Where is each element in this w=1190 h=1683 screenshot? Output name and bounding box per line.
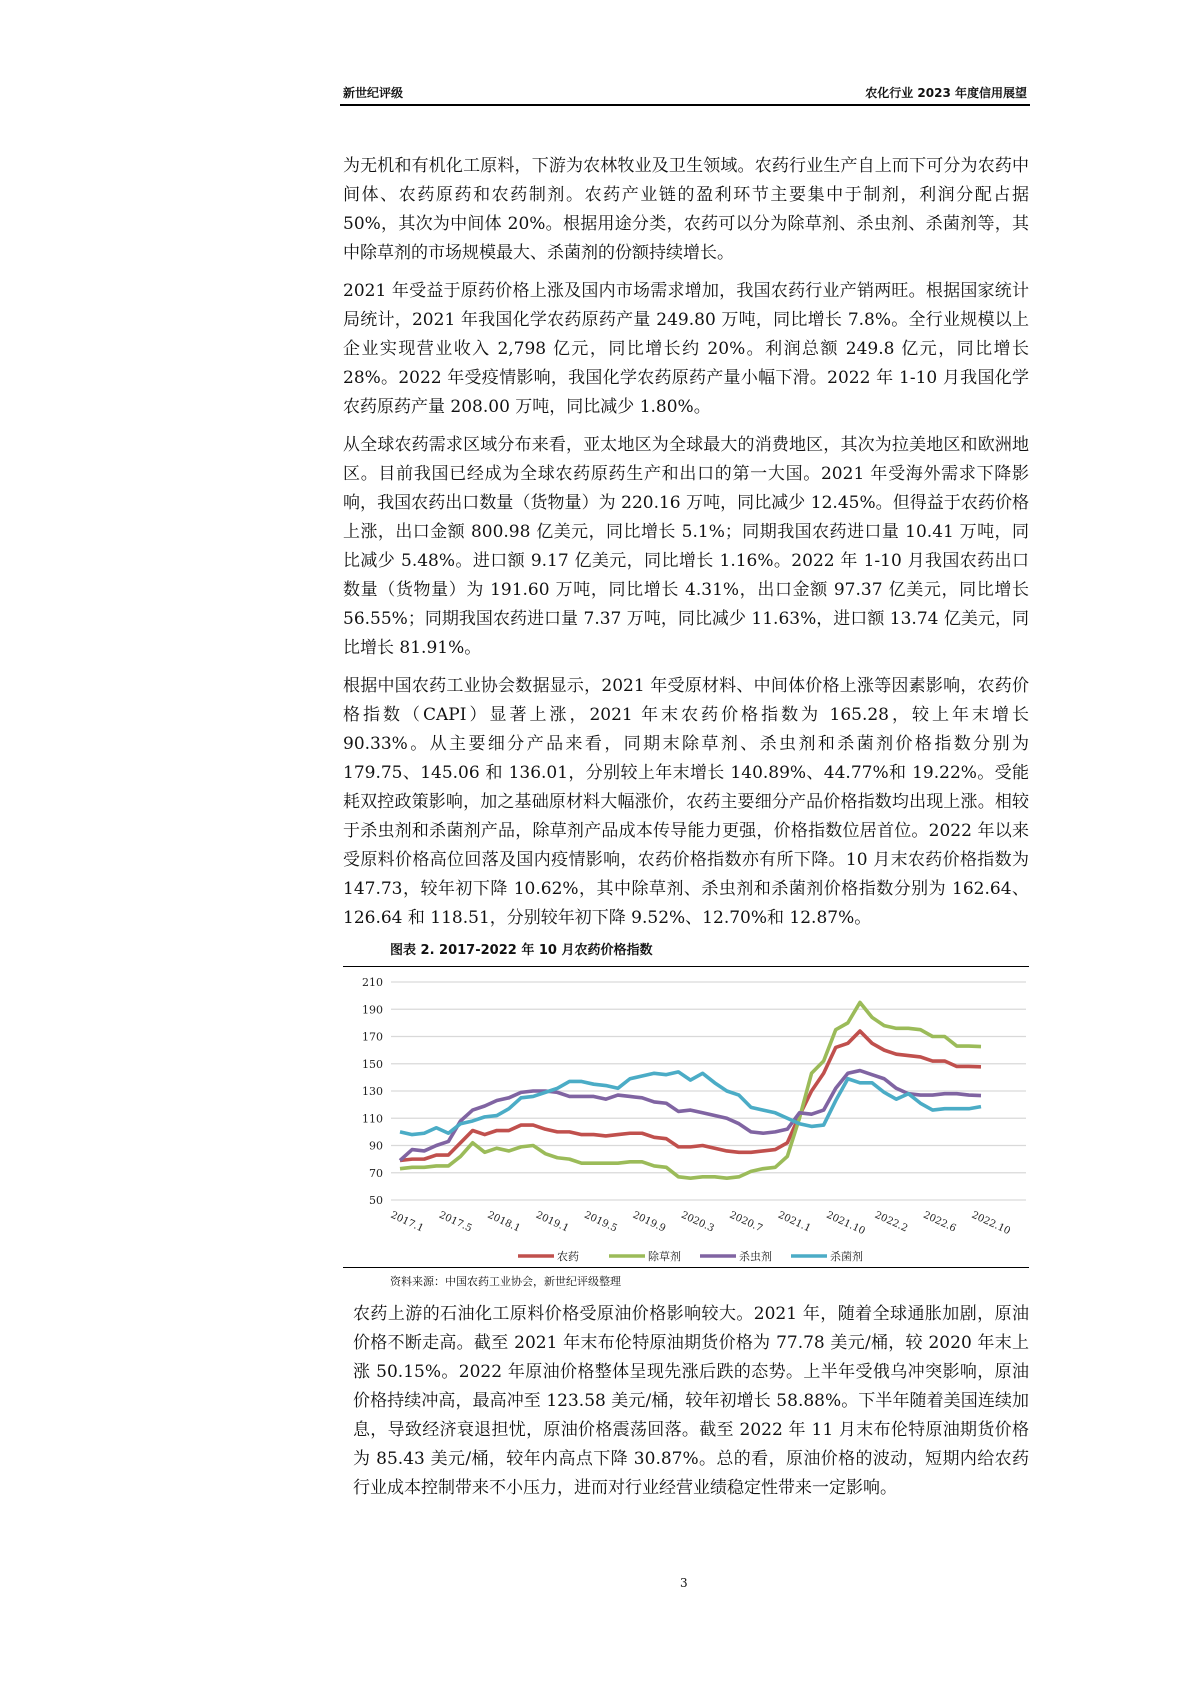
legend-label: 农药 bbox=[557, 1250, 579, 1263]
y-tick-label: 50 bbox=[369, 1194, 383, 1207]
x-tick-label: 2019.9 bbox=[630, 1209, 668, 1235]
series-line-2 bbox=[400, 1002, 981, 1178]
paragraph-industry-chain: 为无机和有机化工原料，下游为农林牧业及卫生领域。农药行业生产自上而下可分为农药中间体、农药原药和农药制剂。农药产业链的盈利环节主要集中于制剂，利润分配占据 50%，其次为中间体 20%。根据用途分类，农药可以分为除草剂、杀虫剂、杀菌剂等，其中除草剂的市场规模最大、杀菌剂的份额持续增长。 bbox=[343, 156, 1029, 263]
paragraph-price-index: 根据中国农药工业协会数据显示，2021 年受原材料、中间体价格上涨等因素影响，农药价格指数（CAPI）显著上涨，2021 年末农药价格指数为 165.28，较上年末增长 90.33%。从主要细分产品来看，同期末除草剂、杀虫剂和杀菌剂价格指数分别为 179.75、145.06 和 136.01，分别较上年末增长 140.89%、44.77%和 19.22%。受能耗双控政策影响，加之基础原材料大幅涨价，农药主要细分产品价格指数均出现上涨。相较于杀虫剂和杀菌剂产品，除草剂产品成本传导能力更强，价格指数位居首位。2022 年以来受原料价格高位回落及国内疫情影响，农药价格指数亦有所下降。10 月末农药价格指数为 147.73，较年初下降 10.62%，其中除草剂、杀虫剂和杀菌剂价格指数分别为 162.64、126.64 和 118.51，分别较年初下降 9.52%、12.70%和 12.87%。 bbox=[343, 676, 1029, 928]
paragraph-trade: 从全球农药需求区域分布来看，亚太地区为全球最大的消费地区，其次为拉美地区和欧洲地区。目前我国已经成为全球农药原药生产和出口的第一大国。2021 年受海外需求下降影响，我国农药出口数量（货物量）为 220.16 万吨，同比减少 12.45%。但得益于农药价格上涨，出口金额 800.98 亿美元，同比增长 5.1%；同期我国农药进口量 10.41 万吨，同比减少 5.48%。进口额 9.17 亿美元，同比增长 1.16%。2022 年 1-10 月我国农药出口数量（货物量）为 191.60 万吨，同比增长 4.31%，出口金额 97.37 亿美元，同比增长 56.55%；同期我国农药进口量 7.37 万吨，同比减少 11.63%，进口额 13.74 亿美元，同比增长 81.91%。 bbox=[343, 435, 1029, 658]
legend-label: 除草剂 bbox=[648, 1250, 681, 1263]
x-tick-label: 2022.10 bbox=[969, 1209, 1012, 1238]
y-tick-label: 130 bbox=[362, 1085, 383, 1098]
header-rule bbox=[340, 104, 1030, 106]
header-report-title: 农化行业 2023 年度信用展望 bbox=[865, 86, 1027, 100]
figure-bottom-rule bbox=[343, 1267, 1029, 1268]
x-tick-label: 2020.7 bbox=[727, 1209, 765, 1235]
y-tick-label: 170 bbox=[362, 1030, 383, 1044]
x-tick-label: 2018.1 bbox=[485, 1209, 522, 1235]
x-tick-label: 2017.1 bbox=[388, 1209, 426, 1235]
figure bbox=[343, 942, 1029, 1290]
price-index-chart bbox=[343, 967, 1029, 1267]
x-tick-label: 2022.2 bbox=[872, 1209, 910, 1235]
legend-label: 杀虫剂 bbox=[739, 1250, 772, 1263]
figure-source: 资料来源：中国农药工业协会，新世纪评级整理 bbox=[390, 1275, 621, 1288]
x-tick-label: 2020.3 bbox=[679, 1209, 716, 1235]
y-tick-label: 90 bbox=[369, 1139, 383, 1153]
y-tick-label: 110 bbox=[362, 1112, 383, 1126]
x-tick-label: 2022.6 bbox=[921, 1209, 958, 1235]
y-tick-label: 210 bbox=[362, 976, 383, 989]
x-tick-label: 2021.10 bbox=[824, 1209, 867, 1238]
figure-title: 图表 2. 2017-2022 年 10 月农药价格指数 bbox=[390, 943, 653, 958]
x-tick-label: 2019.1 bbox=[533, 1209, 571, 1235]
y-tick-label: 70 bbox=[369, 1166, 383, 1180]
y-tick-label: 190 bbox=[362, 1003, 383, 1017]
paragraph-production: 2021 年受益于原药价格上涨及国内市场需求增加，我国农药行业产销两旺。根据国家统计局统计，2021 年我国化学农药原药产量 249.80 万吨，同比增长 7.8%。全行业规模以上企业实现营业收入 2,798 亿元，同比增长约 20%。利润总额 249.8 亿元，同比增长 28%。2022 年受疫情影响，我国化学农药原药产量小幅下滑。2022 年 1-10 月我国化学农药原药产量 208.00 万吨，同比减少 1.80%。 bbox=[343, 281, 1029, 417]
y-tick-label: 150 bbox=[362, 1057, 383, 1071]
legend-label: 杀菌剂 bbox=[830, 1250, 863, 1263]
x-tick-label: 2017.5 bbox=[437, 1209, 474, 1235]
body-column bbox=[343, 152, 1029, 1512]
x-tick-label: 2021.1 bbox=[776, 1209, 813, 1235]
x-tick-label: 2019.5 bbox=[582, 1209, 619, 1235]
paragraph-crude-oil: 农药上游的石油化工原料价格受原油价格影响较大。2021 年，随着全球通胀加剧，原油价格不断走高。截至 2021 年末布伦特原油期货价格为 77.78 美元/桶，较 2020 年末上涨 50.15%。2022 年原油价格整体呈现先涨后跌的态势。上半年受俄乌冲突影响，原油价格持续冲高，最高冲至 123.58 美元/桶，较年初增长 58.88%。下半年随着美国连续加息，导致经济衰退担忧，原油价格震荡回落。截至 2022 年 11 月末布伦特原油期货价格为 85.43 美元/桶，较年内高点下降 30.87%。总的看，原油价格的波动，短期内给农药行业成本控制带来不小压力，进而对行业经营业绩稳定性带来一定影响。 bbox=[353, 1304, 1029, 1498]
header-org-name: 新世纪评级 bbox=[343, 86, 404, 100]
page-number: 3 bbox=[680, 1576, 688, 1590]
